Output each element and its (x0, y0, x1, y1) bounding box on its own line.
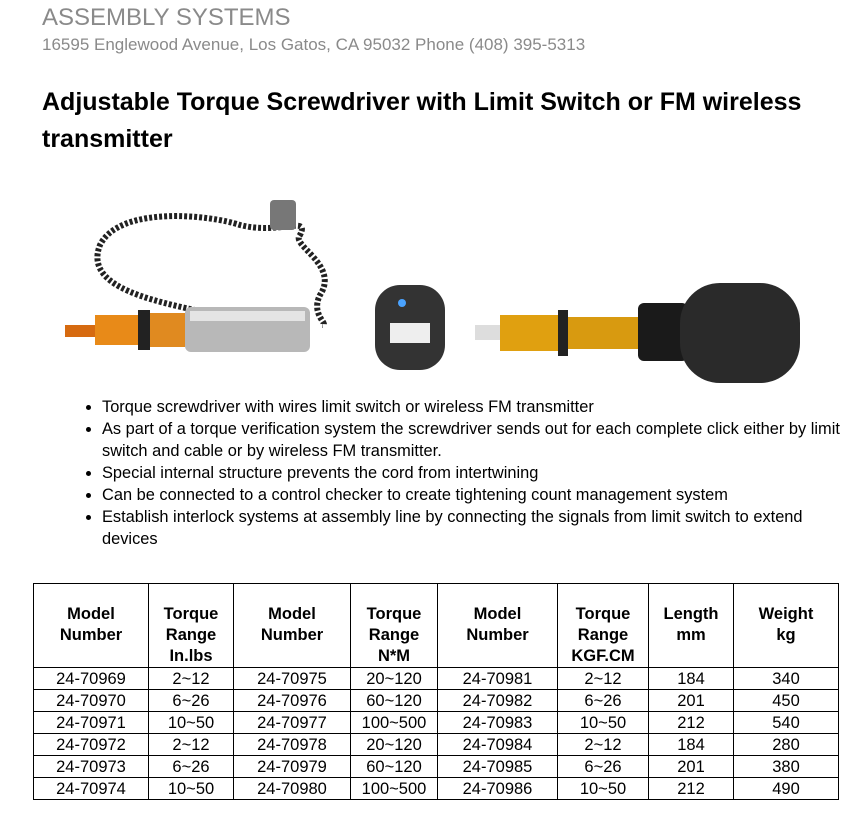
table-cell: 212 (649, 712, 734, 734)
column-header-line: kg (776, 626, 796, 644)
spec-table (33, 583, 839, 800)
table-cell: 450 (734, 690, 839, 712)
column-header-line: In.lbs (169, 647, 213, 665)
table-header-row (34, 584, 839, 668)
table-cell: 24-70982 (438, 690, 558, 712)
feature-item: • Establish interlock systems at assembly line by connecting the signals from limit switch to extend devices (102, 506, 842, 550)
feature-list (62, 396, 842, 550)
feature-item: • Can be connected to a control checker to create tightening count management system (102, 484, 842, 506)
table-cell: 10~50 (149, 778, 234, 800)
company-address: 16595 Englewood Avenue, Los Gatos, CA 95032 Phone (408) 395-5313 (42, 35, 586, 54)
table-cell: 100~500 (351, 778, 438, 800)
table-cell: 490 (734, 778, 839, 800)
column-header (558, 584, 649, 668)
table-cell: 540 (734, 712, 839, 734)
product-photos (60, 185, 840, 385)
table-cell: 24-70972 (34, 734, 149, 756)
table-cell: 184 (649, 668, 734, 690)
table-cell: 24-70983 (438, 712, 558, 734)
column-header (649, 584, 734, 668)
table-cell: 6~26 (149, 690, 234, 712)
table-row (34, 690, 839, 712)
column-header (149, 584, 234, 668)
table-cell: 24-70986 (438, 778, 558, 800)
column-header (34, 584, 149, 668)
column-header-line: Range (577, 626, 629, 644)
table-cell: 10~50 (558, 712, 649, 734)
table-row (34, 668, 839, 690)
table-cell: 280 (734, 734, 839, 756)
table-cell: 24-70975 (234, 668, 351, 690)
table-cell: 24-70978 (234, 734, 351, 756)
table-cell: 2~12 (149, 734, 234, 756)
company-name: ASSEMBLY SYSTEMS (42, 4, 291, 31)
table-cell: 10~50 (558, 778, 649, 800)
fm-transmitter-image (375, 285, 445, 370)
table-cell: 201 (649, 690, 734, 712)
table-cell: 20~120 (351, 734, 438, 756)
wireless-screwdriver-image (475, 283, 800, 383)
table-cell: 2~12 (558, 734, 649, 756)
table-cell: 24-70970 (34, 690, 149, 712)
column-header-line: Number (260, 626, 324, 644)
table-cell: 24-70981 (438, 668, 558, 690)
table-row (34, 778, 839, 800)
table-cell: 24-70971 (34, 712, 149, 734)
table-cell: 6~26 (149, 756, 234, 778)
table-row (34, 734, 839, 756)
column-header-line: Number (59, 626, 123, 644)
table-cell: 380 (734, 756, 839, 778)
table-cell: 24-70979 (234, 756, 351, 778)
table-cell: 20~120 (351, 668, 438, 690)
table-cell: 2~12 (149, 668, 234, 690)
table-cell: 6~26 (558, 690, 649, 712)
column-header (234, 584, 351, 668)
column-header-line: Torque (575, 605, 631, 623)
column-header (438, 584, 558, 668)
column-header-line: Number (466, 626, 529, 644)
table-cell: 24-70976 (234, 690, 351, 712)
column-header-line: Torque (366, 605, 422, 623)
table-cell: 184 (649, 734, 734, 756)
table-row (34, 712, 839, 734)
feature-item: • Torque screwdriver with wires limit switch or wireless FM transmitter (102, 396, 842, 418)
table-cell: 24-70977 (234, 712, 351, 734)
table-cell: 60~120 (351, 756, 438, 778)
column-header-line: Length (663, 605, 719, 623)
column-header (351, 584, 438, 668)
column-header-line: Model (268, 605, 316, 623)
column-header-line: Range (368, 626, 420, 644)
feature-item: • Special internal structure prevents the cord from intertwining (102, 462, 842, 484)
table-cell: 2~12 (558, 668, 649, 690)
table-cell: 24-70980 (234, 778, 351, 800)
wired-screwdriver-image (65, 200, 325, 352)
table-cell: 24-70985 (438, 756, 558, 778)
table-cell: 60~120 (351, 690, 438, 712)
page-title: Adjustable Torque Screwdriver with Limit Switch or FM wireless transmitter (42, 88, 802, 153)
column-header-line: N*M (377, 647, 411, 665)
table-cell: 24-70973 (34, 756, 149, 778)
table-cell: 24-70969 (34, 668, 149, 690)
table-cell: 201 (649, 756, 734, 778)
table-cell: 212 (649, 778, 734, 800)
column-header-line: KGF.CM (571, 647, 635, 665)
table-row (34, 756, 839, 778)
column-header-line: Weight (758, 605, 814, 623)
table-cell: 24-70984 (438, 734, 558, 756)
column-header-line: Torque (163, 605, 219, 623)
table-cell: 24-70974 (34, 778, 149, 800)
column-header-line: Model (473, 605, 522, 623)
column-header-line: Range (165, 626, 217, 644)
feature-item: • As part of a torque verification system the screwdriver sends out for each complete click either by limit switch and cable or by wireless FM transmitter. (102, 418, 842, 462)
table-cell: 10~50 (149, 712, 234, 734)
table-cell: 6~26 (558, 756, 649, 778)
column-header (734, 584, 839, 668)
column-header-line: Model (67, 605, 115, 623)
table-cell: 340 (734, 668, 839, 690)
column-header-line: mm (676, 626, 706, 644)
table-cell: 100~500 (351, 712, 438, 734)
